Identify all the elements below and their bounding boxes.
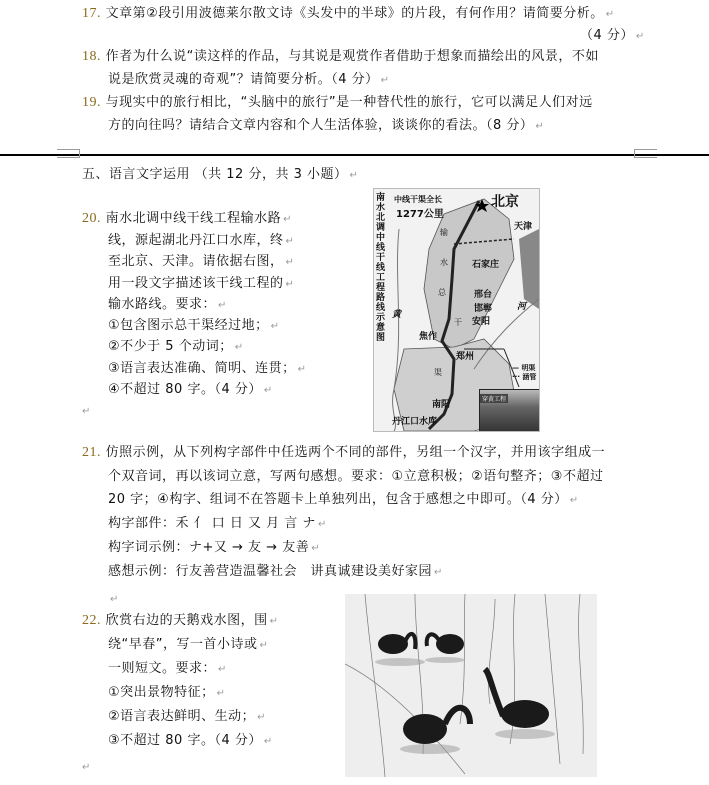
paragraph-mark-icon: ↵ xyxy=(297,364,307,375)
question-18-line2 xyxy=(108,71,390,89)
river-label: 黄 xyxy=(392,310,402,320)
paragraph-mark-icon: ↵ xyxy=(283,214,293,225)
question-text: 仿照示例，从下列构字部件中任选两个不同的部件，另组一个汉字，并用该字组成一 xyxy=(105,445,606,460)
paragraph-mark-icon: ↵ xyxy=(110,594,119,605)
paragraph-mark-icon: ↵ xyxy=(285,257,295,268)
question-text: 构字词示例：ナ+又 → 友 → 友善 xyxy=(108,540,310,555)
thought-example xyxy=(108,563,443,581)
river-label: 河 xyxy=(517,302,527,312)
city-label-nanyang: 南阳 xyxy=(432,400,451,410)
question-20-line xyxy=(108,253,294,271)
paragraph-mark-icon: ↵ xyxy=(535,121,545,132)
question-text: 20 字；④构字、组词不在答题卡上单独列出，包含于感想之中即可。（4 分） xyxy=(108,492,568,507)
question-number: 18. xyxy=(82,49,101,64)
question-text: 感想示例：行友善营造温馨社会 讲真诚建设美好家园 xyxy=(108,564,433,579)
paragraph-mark-icon: ↵ xyxy=(234,342,244,353)
question-text: 方的向往吗？请结合文章内容和个人生活体验，谈谈你的看法。（8 分） xyxy=(108,118,534,133)
canal-char: 输 xyxy=(440,228,448,237)
route-map-image xyxy=(373,188,540,432)
question-text: 作者为什么说“读这样的作品，与其说是观赏作者借助于想象而描绘出的风景，不如 xyxy=(105,49,599,64)
character-parts xyxy=(108,515,327,533)
question-text: ②不少于 5 个动词； xyxy=(108,339,233,354)
sea-region xyxy=(519,229,539,309)
page-break-line xyxy=(0,154,709,156)
question-number: 22. xyxy=(82,613,101,628)
paragraph-mark-icon: ↵ xyxy=(218,300,227,311)
question-text: ①突出景物特征； xyxy=(108,685,215,700)
question-18 xyxy=(82,48,599,65)
empty-paragraph xyxy=(108,590,119,608)
empty-paragraph xyxy=(80,402,91,420)
map-length-label: 中线干渠全长 xyxy=(394,195,442,204)
canal-char: 水 xyxy=(440,258,448,267)
paragraph-mark-icon: ↵ xyxy=(311,543,321,554)
paragraph-mark-icon: ↵ xyxy=(285,279,295,290)
question-21 xyxy=(82,444,605,461)
inset-caption: 穿黄工程 xyxy=(482,396,507,403)
map-length-value: 1277公里 xyxy=(396,209,444,220)
paragraph-mark-icon: ↵ xyxy=(218,664,227,675)
requirement-item xyxy=(108,317,280,335)
question-text: 个双音词，再以该词立意，写两句感想。要求：①立意积极；②语句整齐；③不超过 xyxy=(108,469,604,484)
question-22 xyxy=(82,612,279,630)
paragraph-mark-icon: ↵ xyxy=(380,75,390,86)
canal-char: 总 xyxy=(438,288,446,297)
empty-paragraph xyxy=(80,758,91,776)
paragraph-mark-icon: ↵ xyxy=(263,385,273,396)
swan-painting-image xyxy=(345,594,597,777)
requirement-item xyxy=(108,708,266,726)
question-text: 南水北调中线干线工程输水路 xyxy=(105,211,282,226)
city-label-danjiangkou: 丹江口水库 xyxy=(392,417,438,427)
question-text: 一则短文。要求： xyxy=(108,661,217,676)
paragraph-mark-icon: ↵ xyxy=(216,688,226,699)
question-text: 构字部件：禾 亻 口 日 又 月 言 ナ xyxy=(108,516,316,531)
question-19 xyxy=(82,94,593,111)
map-vertical-title: 南水北调中线干线工程路线示意图 xyxy=(376,193,386,343)
score-label: （4 分） xyxy=(580,28,634,43)
paragraph-mark-icon: ↵ xyxy=(349,170,359,181)
question-text: ④不超过 80 字。（4 分） xyxy=(108,382,262,397)
page-corner-mark xyxy=(634,149,657,158)
paragraph-mark-icon: ↵ xyxy=(82,762,91,773)
city-label-handan: 邯郸 xyxy=(474,304,493,314)
question-text: 至北京、天津。请依据右图， xyxy=(108,254,284,269)
paragraph-mark-icon: ↵ xyxy=(434,567,443,578)
paragraph-mark-icon: ↵ xyxy=(257,712,267,723)
paragraph-mark-icon: ↵ xyxy=(270,321,280,332)
section-header xyxy=(82,166,358,184)
question-20-line xyxy=(108,296,227,314)
question-20-line xyxy=(108,275,294,293)
swan-painting-graphic xyxy=(345,594,597,777)
section-title: 五、语言文字运用 （共 12 分，共 3 小题） xyxy=(82,167,348,182)
requirement-item xyxy=(108,360,307,378)
question-text: 输水路线。要求： xyxy=(108,297,217,312)
word-example xyxy=(108,539,320,557)
canal-char: 干 xyxy=(454,318,462,327)
willow-branches xyxy=(345,594,583,777)
question-17 xyxy=(82,5,615,23)
question-text: 欣赏右边的天鹅戏水图，围 xyxy=(105,613,268,628)
inset-photo xyxy=(479,389,540,432)
canal-char: 渠 xyxy=(434,368,442,377)
question-21-line xyxy=(108,491,579,509)
question-text: ③语言表达准确、简明、连贯； xyxy=(108,361,296,376)
paragraph-mark-icon: ↵ xyxy=(569,495,579,506)
legend-open-canal: — 明渠 xyxy=(512,364,536,372)
city-label-anyang: 安阳 xyxy=(472,317,491,327)
city-label-jiaozuo: 焦作 xyxy=(419,332,438,342)
paragraph-mark-icon: ↵ xyxy=(259,640,269,651)
question-number: 19. xyxy=(82,95,101,110)
requirement-item xyxy=(108,684,226,702)
paragraph-mark-icon: ↵ xyxy=(635,31,645,42)
paragraph-mark-icon: ↵ xyxy=(605,9,615,20)
question-19-line2 xyxy=(108,117,544,135)
question-17-score xyxy=(580,27,645,45)
question-text: ②语言表达鲜明、生动； xyxy=(108,709,256,724)
question-text: ①包含图示总干渠经过地； xyxy=(108,318,269,333)
question-21-line xyxy=(108,468,603,485)
paragraph-mark-icon: ↵ xyxy=(263,736,273,747)
question-text: 与现实中的旅行相比，“头脑中的旅行”是一种替代性的旅行，它可以满足人们对远 xyxy=(105,95,593,110)
question-number: 21. xyxy=(82,445,101,460)
city-label-beijing: 北京 xyxy=(491,194,519,210)
question-text: ③不超过 80 字。（4 分） xyxy=(108,733,262,748)
page-corner-mark xyxy=(57,149,80,158)
city-label-shijiazhuang: 石家庄 xyxy=(472,260,500,270)
legend-pipe: ··· 涵管 xyxy=(512,373,537,381)
city-label-xingtai: 邢台 xyxy=(474,290,493,300)
city-label-tianjin: 天津 xyxy=(514,222,533,232)
paragraph-mark-icon: ↵ xyxy=(269,616,279,627)
paragraph-mark-icon: ↵ xyxy=(317,519,327,530)
question-text: 文章第②段引用波德莱尔散文诗《头发中的半球》的片段，有何作用？请简要分析。 xyxy=(105,6,604,21)
paragraph-mark-icon: ↵ xyxy=(285,236,295,247)
question-text: 线，源起湖北丹江口水库，终 xyxy=(108,233,284,248)
question-20 xyxy=(82,210,292,228)
question-number: 17. xyxy=(82,6,101,21)
requirement-item xyxy=(108,732,273,750)
question-text: 用一段文字描述该干线工程的 xyxy=(108,276,284,291)
paragraph-mark-icon: ↵ xyxy=(82,406,91,417)
question-22-line xyxy=(108,660,227,678)
question-text: 绕“早春”，写一首小诗或 xyxy=(108,637,258,652)
question-text: 说是欣赏灵魂的奇观”？请简要分析。（4 分） xyxy=(108,72,379,87)
question-number: 20. xyxy=(82,211,101,226)
requirement-item xyxy=(108,338,244,356)
requirement-item xyxy=(108,381,273,399)
city-label-zhengzhou: 郑州 xyxy=(456,352,475,362)
question-20-line xyxy=(108,232,294,250)
question-22-line xyxy=(108,636,268,654)
